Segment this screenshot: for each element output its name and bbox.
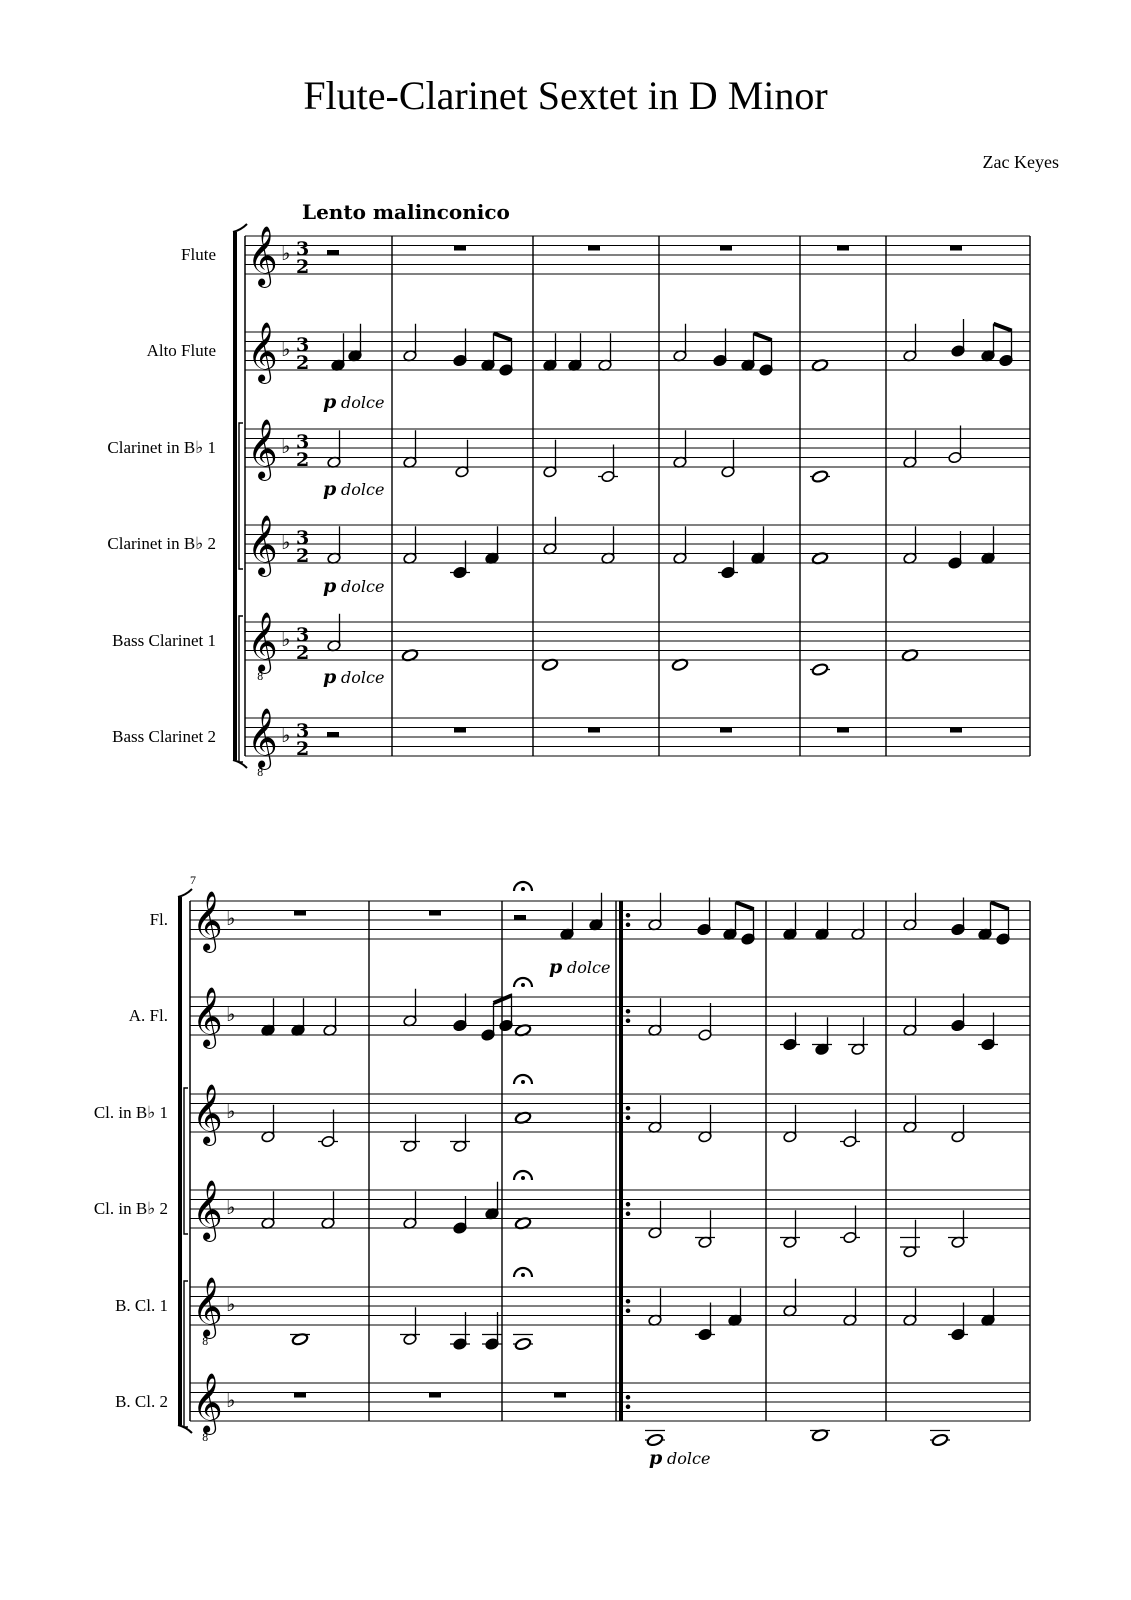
- flat-icon: ♭: [281, 627, 291, 651]
- label-clarinet-1-short: Cl. in B♭ 1: [93, 1103, 168, 1122]
- repeat-dot: [626, 1395, 630, 1399]
- whole-rest: [429, 1393, 441, 1398]
- system-bracket: [233, 232, 237, 760]
- label-flute-short: Fl.: [149, 910, 168, 929]
- label-clarinet-2-short: Cl. in B♭ 2: [93, 1199, 168, 1218]
- whole-rest: [837, 728, 849, 733]
- group-bracket: [239, 616, 243, 762]
- fermata-dot: [521, 1176, 525, 1180]
- system-bracket: [178, 897, 182, 1425]
- expression-dolce: dolce: [341, 668, 385, 687]
- repeat-dot: [626, 1202, 630, 1206]
- beam: [736, 902, 754, 909]
- treble-clef-icon: 𝄞: [247, 419, 278, 479]
- whole-rest: [950, 728, 962, 733]
- expression-dolce: dolce: [567, 958, 611, 977]
- flat-icon: ♭: [226, 1292, 236, 1316]
- label-alto-flute: Alto Flute: [146, 341, 216, 360]
- treble-clef-icon: 𝄞: [192, 891, 223, 951]
- flat-icon: ♭: [281, 530, 291, 554]
- dynamic-p: p: [323, 666, 337, 688]
- bracket-hook-bottom: [178, 1425, 192, 1433]
- note-head: [646, 1433, 663, 1447]
- treble-clef-icon: 𝄞: [192, 1180, 223, 1240]
- time-signature-top: 3: [296, 431, 310, 453]
- label-clarinet-2: Clarinet in B♭ 2: [107, 534, 216, 553]
- time-signature-top: 3: [296, 334, 310, 356]
- half-rest: [327, 250, 339, 255]
- expression-dolce: dolce: [341, 480, 385, 499]
- dynamic-marking: [323, 666, 384, 688]
- group-bracket: [184, 1088, 188, 1234]
- treble-clef-icon: 𝄞: [247, 226, 278, 286]
- flat-icon: ♭: [281, 434, 291, 458]
- repeat-dot: [626, 1309, 630, 1313]
- dynamic-marking: [323, 478, 384, 500]
- dynamic-marking: [323, 575, 384, 597]
- expression-dolce: dolce: [341, 393, 385, 412]
- time-signature-top: 3: [296, 527, 310, 549]
- flat-icon: ♭: [226, 1388, 236, 1412]
- label-bass-clarinet-1-short: B. Cl. 1: [115, 1296, 168, 1315]
- flat-icon: ♭: [281, 723, 291, 747]
- expression-dolce: dolce: [341, 577, 385, 596]
- time-signature-bottom: 2: [296, 352, 310, 374]
- flat-icon: ♭: [226, 1195, 236, 1219]
- time-signature-bottom: 2: [296, 449, 310, 471]
- label-bass-clarinet-1: Bass Clarinet 1: [112, 631, 216, 650]
- dynamic-p: p: [323, 391, 337, 413]
- time-signature-bottom: 2: [296, 545, 310, 567]
- bracket-hook-top: [233, 224, 247, 232]
- score-title: Flute-Clarinet Sextet in D Minor: [303, 73, 828, 118]
- whole-rest: [454, 728, 466, 733]
- octave-marker: 8: [257, 672, 264, 683]
- treble-clef-icon: 𝄞: [192, 1277, 223, 1337]
- beam: [494, 333, 512, 340]
- time-signature-bottom: 2: [296, 642, 310, 664]
- whole-rest: [588, 246, 600, 251]
- whole-rest: [294, 1393, 306, 1398]
- repeat-dot: [626, 1116, 630, 1120]
- treble-clef-icon: 𝄞: [247, 612, 278, 672]
- time-signature-top: 3: [296, 624, 310, 646]
- note-head: [811, 663, 828, 677]
- group-bracket: [239, 423, 243, 569]
- flat-icon: ♭: [281, 337, 291, 361]
- staff-lines: [190, 236, 1030, 1421]
- dynamic-marking: [549, 956, 610, 978]
- flat-icon: ♭: [226, 1002, 236, 1026]
- half-rest: [514, 915, 526, 920]
- tempo-marking: Lento malinconico: [302, 200, 510, 224]
- whole-rest: [950, 246, 962, 251]
- note-head: [931, 1433, 948, 1447]
- dynamic-p: p: [323, 575, 337, 597]
- beam: [754, 333, 772, 340]
- label-clarinet-1: Clarinet in B♭ 1: [107, 438, 216, 457]
- time-signature-top: 3: [296, 720, 310, 742]
- octave-marker: 8: [202, 1433, 209, 1444]
- note-head: [514, 1337, 531, 1351]
- dynamic-p: p: [649, 1447, 663, 1469]
- clefs: [192, 226, 309, 1444]
- treble-clef-icon: 𝄞: [192, 1084, 223, 1144]
- treble-clef-icon: 𝄞: [247, 515, 278, 575]
- label-bass-clarinet-2: Bass Clarinet 2: [112, 727, 216, 746]
- treble-clef-icon: 𝄞: [192, 1373, 223, 1433]
- time-signature-bottom: 2: [296, 738, 310, 760]
- flat-icon: ♭: [226, 906, 236, 930]
- treble-clef-icon: 𝄞: [247, 708, 278, 768]
- flat-icon: ♭: [226, 1099, 236, 1123]
- octave-marker: 8: [257, 768, 264, 779]
- time-signature-top: 3: [296, 238, 310, 260]
- bracket-hook-top: [178, 889, 192, 897]
- octave-marker: 8: [202, 1337, 209, 1348]
- bracket-hook-bottom: [233, 760, 247, 768]
- group-bracket: [184, 1281, 188, 1427]
- repeat-dot: [626, 1405, 630, 1409]
- beam: [991, 902, 1009, 909]
- whole-rest: [720, 246, 732, 251]
- whole-rest: [588, 728, 600, 733]
- repeat-dot: [626, 1299, 630, 1303]
- fermata-dot: [521, 1273, 525, 1277]
- note-head: [811, 470, 828, 484]
- dynamic-p: p: [549, 956, 563, 978]
- measure-number: 7: [190, 873, 196, 887]
- label-alto-flute-short: A. Fl.: [128, 1006, 168, 1025]
- whole-rest: [454, 246, 466, 251]
- half-rest: [327, 732, 339, 737]
- dynamic-marking: [323, 391, 384, 413]
- repeat-dot: [626, 1019, 630, 1023]
- whole-rest: [554, 1393, 566, 1398]
- dynamic-marking: [649, 1447, 710, 1469]
- beam: [994, 324, 1012, 331]
- expression-dolce: dolce: [667, 1449, 711, 1468]
- dynamic-p: p: [323, 478, 337, 500]
- whole-rest: [429, 911, 441, 916]
- treble-clef-icon: 𝄞: [192, 987, 223, 1047]
- repeat-dot: [626, 1106, 630, 1110]
- fermata-dot: [521, 983, 525, 987]
- composer-name: Zac Keyes: [982, 152, 1059, 172]
- repeat-dot: [626, 923, 630, 927]
- treble-clef-icon: 𝄞: [247, 322, 278, 382]
- whole-rest: [294, 911, 306, 916]
- time-signature-bottom: 2: [296, 256, 310, 278]
- label-bass-clarinet-2-short: B. Cl. 2: [115, 1392, 168, 1411]
- label-flute: Flute: [181, 245, 216, 264]
- flat-icon: ♭: [281, 241, 291, 265]
- fermata-dot: [521, 887, 525, 891]
- repeat-dot: [626, 1212, 630, 1216]
- barlines: [190, 236, 1030, 1421]
- repeat-dot: [626, 1009, 630, 1013]
- whole-rest: [720, 728, 732, 733]
- repeat-dot: [626, 913, 630, 917]
- whole-rest: [837, 246, 849, 251]
- fermata-dot: [521, 1080, 525, 1084]
- staff-brackets: [178, 224, 247, 1433]
